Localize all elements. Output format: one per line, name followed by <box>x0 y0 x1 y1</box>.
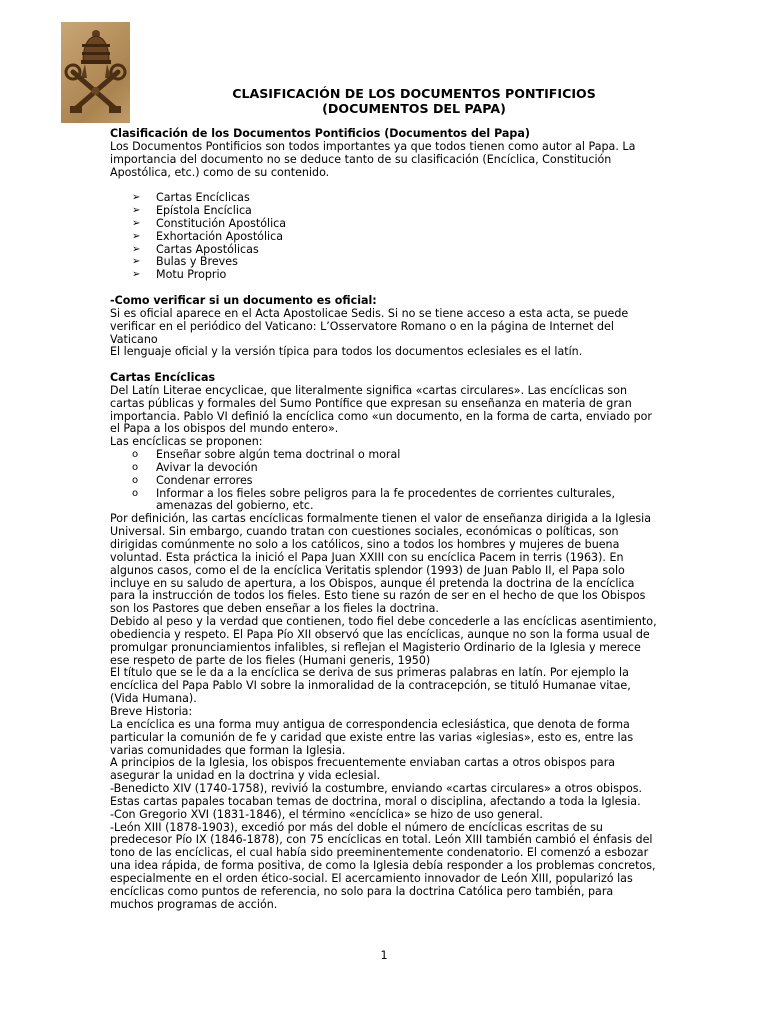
proposals-list <box>110 449 658 513</box>
arrow-bullet-icon: ➢ <box>132 192 141 204</box>
encyclicals-para-3: El título que se le da a la encíclica se deriva de sus primeras palabras en latín. Por ejemplo la encíclica del Papa Pablo VI sobre la inmoralidad de la contracepción, se tituló Humanae vitae, (Vida Humana). <box>110 666 631 706</box>
encyclicals-para-1: Por definición, las cartas encíclicas formalmente tienen el valor de enseñanza dirigida a la Iglesia Universal. Sin embargo, cuando tratan con cuestiones sociales, económicas o políticas, son dirigidas comúnmente no solo a los católicos, sino a todos los hombres y mujeres de buena voluntad. Esta práctica la inició el Papa Juan XXIII con su encíclica Pacem in terris (1963). En algunos casos, como el de la encíclica Veritatis splendor (1993) de Juan Pablo II, el Papa solo incluye en su saludo de apertura, a los Obispos, aunque él pretenda la doctrina de la encíclica para la instrucción de todos los fieles. Esto tiene su razón de ser en el hecho de que los Obispos son los Pastores que deben enseñar a los fieles la doctrina. <box>110 512 652 616</box>
document-types-list <box>110 192 658 282</box>
encyclicals-para-7: -Con Gregorio XVI (1831-1846), el término «encíclica» se hizo de uso general. <box>110 807 543 821</box>
intro-heading: Clasificación de los Documentos Pontificios (Documentos del Papa) <box>110 127 530 140</box>
list-item: ➢ Motu Proprio <box>132 268 227 282</box>
encyclicals-para-5: A principios de la Iglesia, los obispos frecuentemente enviaban cartas a otros obispos para asegurar la unidad en la doctrina y vida eclesial. <box>110 756 616 783</box>
circle-bullet-icon: o <box>132 461 139 473</box>
circle-bullet-icon: o <box>132 474 139 486</box>
arrow-bullet-icon: ➢ <box>132 230 141 242</box>
arrow-bullet-icon: ➢ <box>132 205 141 217</box>
arrow-bullet-icon: ➢ <box>132 217 141 229</box>
encyclicals-para-4: La encíclica es una forma muy antigua de correspondencia eclesiástica, que denota de forma particular la comunión de fe y caridad que existe entre las varias «iglesias», esto es, entre las varias comunidades que forman la Iglesia. <box>110 717 634 757</box>
list-item: ➢ Cartas Encíclicas <box>132 191 250 205</box>
circle-bullet-icon: o <box>132 449 139 461</box>
page-number: 1 <box>380 949 388 962</box>
list-item: ➢ Constitución Apostólica <box>132 216 287 230</box>
encyclicals-heading: Cartas Encíclicas <box>110 371 216 385</box>
proposals-intro: Las encíclicas se proponen: <box>110 435 263 449</box>
list-item: o Condenar errores <box>132 473 253 487</box>
verify-text-1: Si es oficial aparece en el Acta Apostolicae Sedis. Si no se tiene acceso a esta acta, se puede verificar en el periódico del Vaticano: L’Osservatore Romano o en la página de Internet del Vaticano <box>110 306 629 346</box>
document-title <box>130 86 698 116</box>
list-item: ➢ Exhortación Apostólica <box>132 229 284 243</box>
list-item: ➢ Bulas y Breves <box>132 255 238 269</box>
history-label: Breve Historia: <box>110 704 193 718</box>
intro-text: Los Documentos Pontificios son todos importantes ya que todos tienen como autor al Papa. La importancia del documento no se deduce tanto de su clasificación (Encíclica, Constitución Apostólica, etc.) como de su contenido. <box>110 139 636 179</box>
encyclicals-para-6: -Benedicto XIV (1740-1758), revivió la costumbre, enviando «cartas circulares» a otros obispos. Estas cartas papales tocaban temas de doctrina, moral o disciplina, afectando a toda la Iglesia. <box>110 782 643 808</box>
arrow-bullet-icon: ➢ <box>132 256 141 268</box>
verify-text-2: El lenguaje oficial y la versión típica para todos los documentos eclesiales es el latín. <box>110 345 583 359</box>
list-item: o Enseñar sobre algún tema doctrinal o moral <box>132 448 401 462</box>
papal-emblem <box>61 22 130 123</box>
arrow-bullet-icon: ➢ <box>132 269 141 281</box>
list-item: o Avivar la devoción <box>132 460 258 474</box>
title-line-2: (DOCUMENTOS DEL PAPA) <box>322 101 506 116</box>
papal-keys-icon <box>61 22 130 123</box>
verify-heading: -Como verificar si un documento es oficial: <box>110 293 377 307</box>
circle-bullet-icon: o <box>132 487 139 499</box>
list-item: ➢ Cartas Apostólicas <box>132 242 259 256</box>
arrow-bullet-icon: ➢ <box>132 243 141 255</box>
title-line-1: CLASIFICACIÓN DE LOS DOCUMENTOS PONTIFICIOS <box>232 86 596 101</box>
encyclicals-para-2: Debido al peso y la verdad que contienen, todo fiel debe concederle a las encíclicas asentimiento, obediencia y respeto. El Papa Pío XII observó que las encíclicas, aunque no son la forma usual de promulgar pronunciamientos infalibles, si reflejan el Magisterio Ordinario de la Iglesia y merece ese respeto de parte de los fieles (Humani generis, 1950) <box>110 615 657 667</box>
encyclicals-para-8: -León XIII (1878-1903), excedió por más del doble el número de encíclicas escritas de su predecesor Pío IX (1846-1878), con 75 encíclicas en total. León XIII también cambió el énfasis del tono de las encíclicas, el cual había sido preeminentemente condenatorio. El comenzó a esbozar una idea rápida, de forma positiva, de como la Iglesia debía responder a los problemas concretos, especialmente en el orden ético-social. El acercamiento innovador de León XIII, popularizó las encíclicas como puntos de referencia, no solo para la doctrina Católica pero también, para muchos programas de acción. <box>110 820 656 911</box>
list-item: ➢ Epístola Encíclica <box>132 204 252 218</box>
document-body <box>110 128 658 911</box>
list-item: o Informar a los fieles sobre peligros para la fe procedentes de corrientes culturales, amenazas del gobierno, etc. <box>132 486 615 513</box>
encyclicals-text-1: Del Latín Literae encyclicae, que literalmente significa «cartas circulares». Las encíclicas son cartas públicas y formales del Sumo Pontífice que expresan su enseñanza en materia de gran importancia. Pablo VI definió la encíclica como «un documento, en la forma de carta, enviado por el Papa a los obispos del mundo entero». <box>110 383 652 436</box>
